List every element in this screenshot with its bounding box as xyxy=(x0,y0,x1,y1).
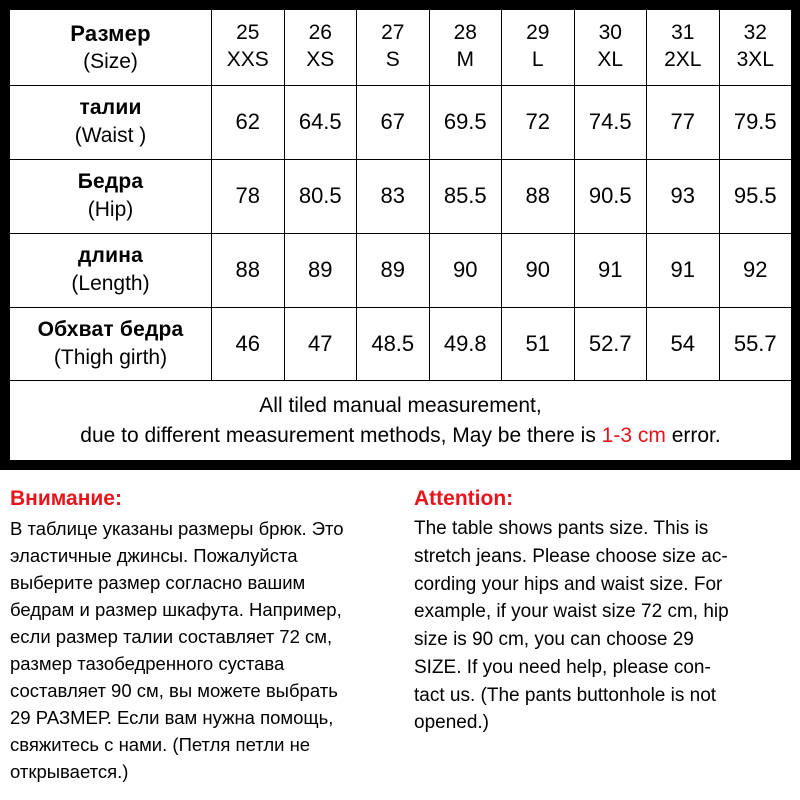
measurement-cell: 78 xyxy=(212,159,285,233)
size-name: 3XL xyxy=(736,48,774,72)
measurement-disclaimer xyxy=(10,381,792,461)
row-label-en: (Waist ) xyxy=(74,124,147,148)
row-label-length xyxy=(10,233,212,307)
measurement-cell: 51 xyxy=(502,307,575,381)
size-column-header-7 xyxy=(719,10,792,86)
table-row xyxy=(10,307,792,381)
note-column-english xyxy=(400,486,794,800)
measurement-cell: 49.8 xyxy=(429,307,502,381)
size-number: 30 xyxy=(598,21,622,45)
measurement-cell: 90.5 xyxy=(574,159,647,233)
header-label-en: (Size) xyxy=(83,49,138,73)
measurement-cell: 90 xyxy=(502,233,575,307)
measurement-cell: 91 xyxy=(574,233,647,307)
note-heading-russian: Внимание: xyxy=(10,487,122,510)
notes-section xyxy=(0,470,800,800)
measurement-cell: 55.7 xyxy=(719,307,792,381)
row-label-ru: Бедра xyxy=(77,170,144,194)
row-label-en: (Length) xyxy=(71,272,150,296)
size-name: M xyxy=(456,48,474,72)
measurement-cell: 54 xyxy=(647,307,720,381)
measurement-cell: 83 xyxy=(357,159,430,233)
measurement-cell: 74.5 xyxy=(574,85,647,159)
measurement-cell: 48.5 xyxy=(357,307,430,381)
size-number: 26 xyxy=(308,21,332,45)
row-label-ru: талии xyxy=(79,96,142,120)
size-name: XXS xyxy=(226,48,269,72)
measurement-cell: 46 xyxy=(212,307,285,381)
measurement-cell: 91 xyxy=(647,233,720,307)
size-name: L xyxy=(531,48,544,72)
measurement-cell: 93 xyxy=(647,159,720,233)
row-label-ru: длина xyxy=(78,244,143,268)
disclaimer-line-1: All tiled manual measurement, xyxy=(259,393,542,417)
header-label-cell xyxy=(10,10,212,86)
disclaimer-error-range: 1-3 cm xyxy=(601,423,666,447)
measurement-cell: 72 xyxy=(502,85,575,159)
measurement-cell: 89 xyxy=(357,233,430,307)
row-label-waist xyxy=(10,85,212,159)
table-row xyxy=(10,85,792,159)
size-number: 32 xyxy=(743,21,767,45)
measurement-cell: 80.5 xyxy=(284,159,357,233)
table-row xyxy=(10,233,792,307)
note-column-russian xyxy=(6,486,400,800)
header-label-ru: Размер xyxy=(70,20,151,46)
measurement-cell: 90 xyxy=(429,233,502,307)
measurement-cell: 92 xyxy=(719,233,792,307)
measurement-cell: 89 xyxy=(284,233,357,307)
size-name: S xyxy=(385,48,400,72)
size-number: 29 xyxy=(526,21,550,45)
row-label-en: (Hip) xyxy=(87,198,134,222)
row-label-en: (Thigh girth) xyxy=(53,346,168,369)
size-number: 27 xyxy=(381,21,405,45)
size-column-header-5 xyxy=(574,10,647,86)
measurement-cell: 77 xyxy=(647,85,720,159)
disclaimer-text-before: due to different measurement methods, May be there is xyxy=(80,423,602,447)
note-heading-english: Attention: xyxy=(414,487,514,510)
note-body-russian: В таблице указаны размеры брюк. Это эластичные джинсы. Пожалуйста выберите размер согласно вашим бедрам и размер шкафута. Например, если размер талии составляет 72 см, размер тазобедренного сустава составляет 90 см, вы можете выбрать 29 РАЗМЕР. Если вам нужна помощь, свяжитесь с нами. (Петля петли не открывается.) xyxy=(10,518,344,783)
size-name: 2XL xyxy=(664,48,702,72)
measurement-cell: 62 xyxy=(212,85,285,159)
size-name: XS xyxy=(306,48,335,72)
row-label-hip xyxy=(10,159,212,233)
measurement-cell: 85.5 xyxy=(429,159,502,233)
size-column-header-1 xyxy=(284,10,357,86)
measurement-cell: 88 xyxy=(502,159,575,233)
size-number: 28 xyxy=(453,21,477,45)
measurement-cell: 88 xyxy=(212,233,285,307)
measurement-cell: 52.7 xyxy=(574,307,647,381)
measurement-cell: 67 xyxy=(357,85,430,159)
measurement-cell: 95.5 xyxy=(719,159,792,233)
size-number: 31 xyxy=(671,21,695,45)
table-footer-row xyxy=(10,381,792,461)
measurement-cell: 47 xyxy=(284,307,357,381)
row-label-thigh-girth xyxy=(10,307,212,381)
row-label-ru: Обхват бедра xyxy=(37,318,184,342)
table-header-row xyxy=(10,10,792,86)
size-column-header-4 xyxy=(502,10,575,86)
size-column-header-3 xyxy=(429,10,502,86)
measurement-cell: 69.5 xyxy=(429,85,502,159)
disclaimer-text-after: error. xyxy=(665,423,721,447)
table-row xyxy=(10,159,792,233)
size-number: 25 xyxy=(236,21,260,45)
note-body-english: The table shows pants size. This is stretch jeans. Please choose size ac- cording your hips and waist size. For example, if your waist size 72 cm, hip size is 90 cm, you can choose 29 SIZE. If you need help, please con- tact us. (The pants buttonhole is not opened.) xyxy=(414,518,729,734)
size-column-header-0 xyxy=(212,10,285,86)
disclaimer-line-2 xyxy=(10,421,791,451)
measurement-cell: 79.5 xyxy=(719,85,792,159)
size-name: XL xyxy=(597,48,624,72)
size-table xyxy=(9,9,792,461)
measurement-cell: 64.5 xyxy=(284,85,357,159)
size-column-header-6 xyxy=(647,10,720,86)
size-column-header-2 xyxy=(357,10,430,86)
